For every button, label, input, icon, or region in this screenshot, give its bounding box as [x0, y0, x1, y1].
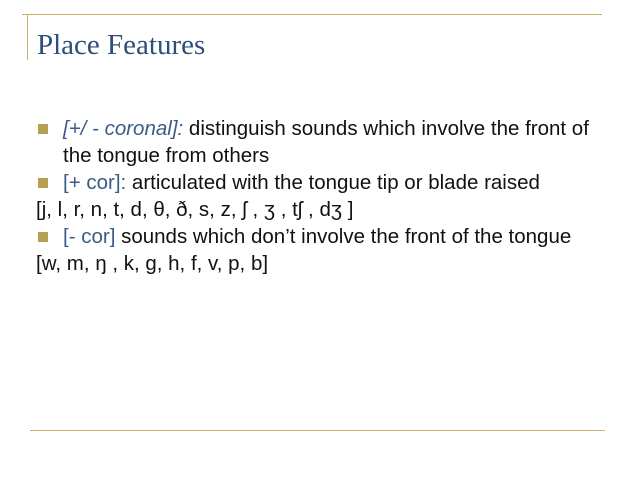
bullet-term: [+/ - coronal]:: [63, 117, 184, 140]
slide-body: [36, 115, 606, 277]
slide-title: Place Features: [37, 29, 206, 61]
square-bullet-icon: [38, 178, 48, 188]
bottom-rule: [30, 430, 605, 431]
bullet-text: sounds which don’t involve the front of the tongue: [115, 225, 572, 248]
coronal-sound-list: [j, l, r, n, t, d, θ, ð, s, z, ʃ , ʒ , tʃ , dʒ ]: [36, 198, 354, 221]
bullet-coronal: [36, 115, 606, 169]
bullet-minus-cor: [36, 223, 606, 250]
bullet-plus-cor: [36, 169, 606, 196]
square-bullet-icon: [38, 124, 48, 134]
bullet-text: articulated with the tongue tip or blade raised: [126, 171, 540, 194]
top-rule: [22, 14, 602, 15]
bullet-term: [+ cor]:: [63, 171, 127, 194]
square-bullet-icon: [38, 232, 48, 242]
non-coronal-sound-list: [w, m, ŋ , k, g, h, f, v, p, b]: [36, 252, 269, 275]
bullet-text: distinguish sounds which involve the front of the tongue from others: [63, 117, 589, 167]
bullet-term: [- cor]: [63, 225, 116, 248]
title-accent-rule: [27, 14, 28, 60]
